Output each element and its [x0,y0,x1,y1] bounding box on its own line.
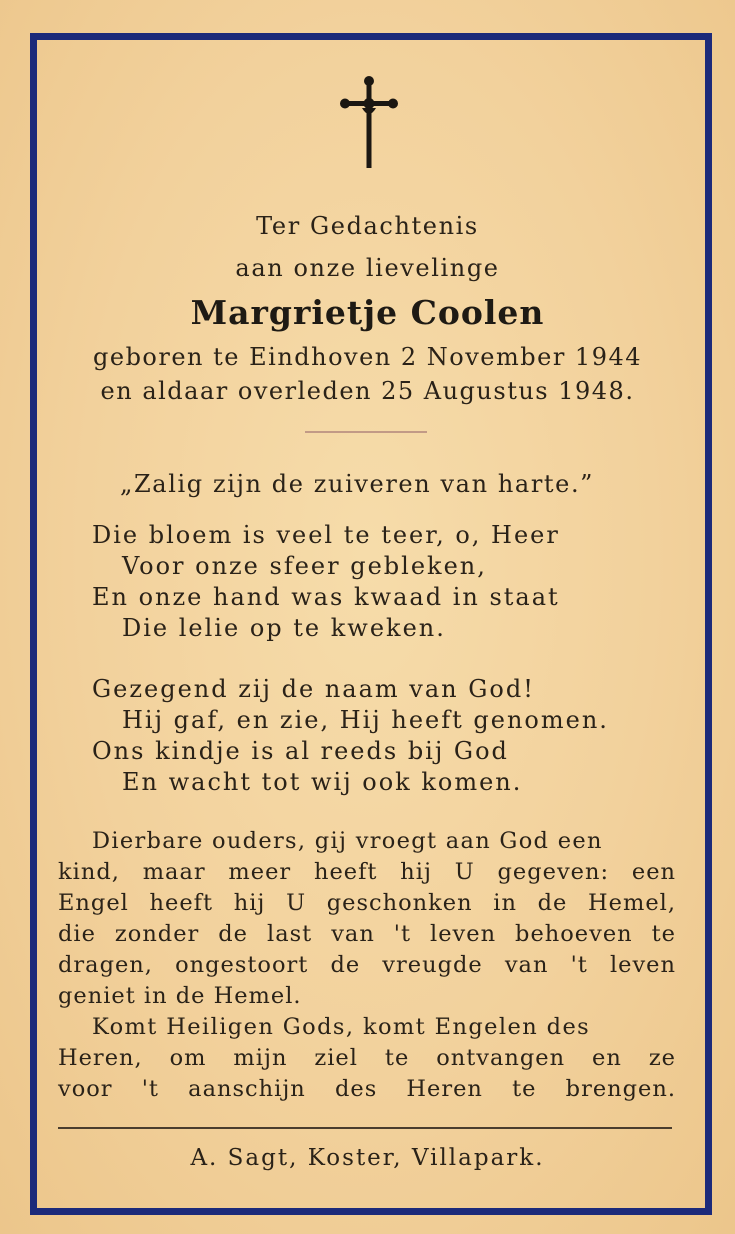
stanza2-line-1: Gezegend zij de naam van God! [92,675,535,703]
ornamental-rule [305,431,427,433]
birth-line: geboren te Eindhoven 2 November 1944 [93,343,642,371]
cross-icon [340,74,398,170]
prose1-line-2: kind, maar meer heeft hij U gegeven: een [58,859,676,885]
prose2-line-2: Heren, om mijn ziel te ontvangen en ze [58,1045,676,1071]
death-line: en aldaar overleden 25 Augustus 1948. [100,377,635,405]
prose1-line-4: die zonder de last van 't leven behoeven te [58,921,676,947]
prose2-line-1: Komt Heiligen Gods, komt Engelen des [92,1014,591,1040]
bottom-rule [58,1127,672,1129]
stanza2-line-3: Ons kindje is al reeds bij God [92,737,509,765]
stanza2-line-2: Hij gaf, en zie, Hij heeft genomen. [122,706,609,734]
quote-line: „Zalig zijn de zuiveren van harte.” [120,470,595,498]
stanza1-line-4: Die lelie op te kweken. [122,614,446,642]
stanza1-line-1: Die bloem is veel te teer, o, Heer [92,521,560,549]
deceased-name: Margrietje Coolen [190,293,545,332]
stanza1-line-3: En onze hand was kwaad in staat [92,583,560,611]
printer-credit: A. Sagt, Koster, Villapark. [190,1145,545,1171]
stanza1-line-2: Voor onze sfeer gebleken, [122,552,487,580]
prose1-line-1: Dierbare ouders, gij vroegt aan God een [92,828,603,854]
stanza2-line-4: En wacht tot wij ook komen. [122,768,523,796]
header-line-2: aan onze lievelinge [235,254,500,282]
prose2-line-3: voor 't aanschijn des Heren te brengen. [58,1076,676,1102]
prose1-line-6: geniet in de Hemel. [58,983,302,1009]
prose1-line-5: dragen, ongestoort de vreugde van 't leven [58,952,676,978]
header-line-1: Ter Gedachtenis [256,212,479,240]
prose1-line-3: Engel heeft hij U geschonken in de Hemel, [58,890,676,916]
